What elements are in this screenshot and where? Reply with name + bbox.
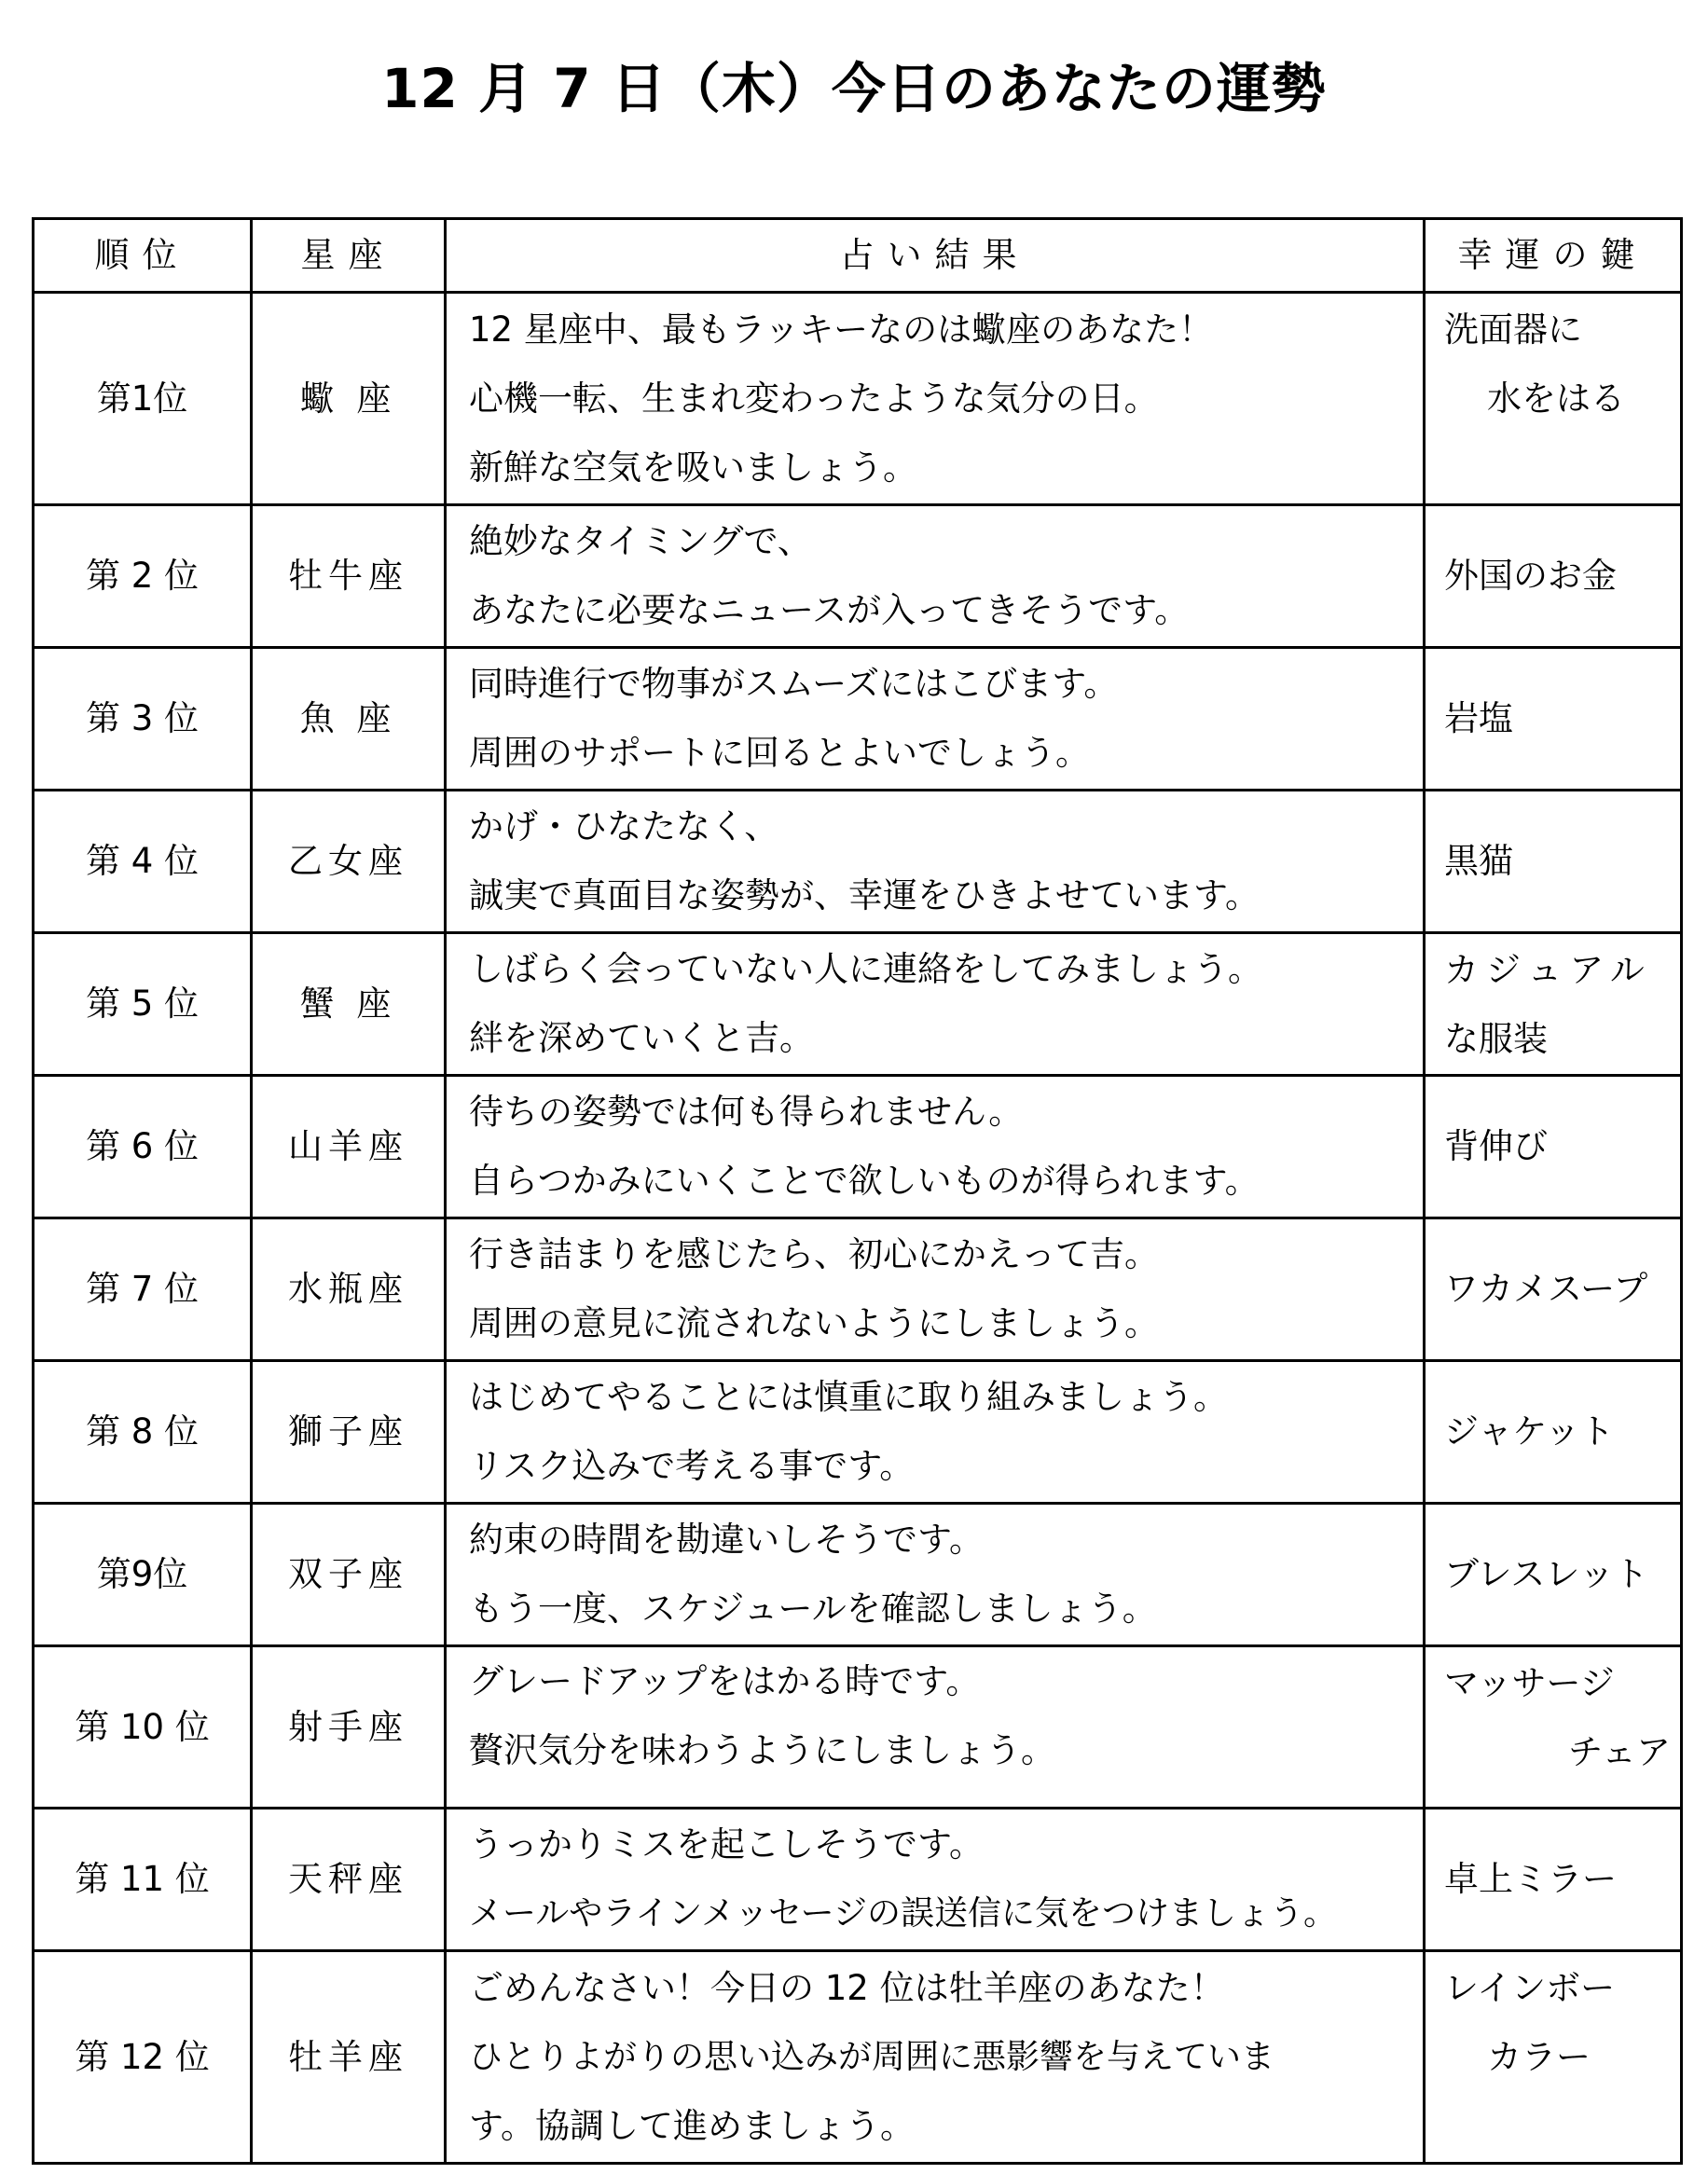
result-cell (446, 1951, 1425, 2164)
result-line: 贅沢気分を味わうようにしましょう。 (469, 1730, 1055, 1770)
sign-cell: 天秤座 (252, 1809, 446, 1951)
table-row (34, 1218, 1682, 1361)
lucky-key-line: 卓上ミラー (1444, 1859, 1617, 1899)
lucky-key-cell (1425, 1076, 1682, 1218)
result-cell (446, 648, 1425, 791)
table-row (34, 933, 1682, 1076)
table-header-row (34, 219, 1682, 293)
result-cell (446, 933, 1425, 1076)
lucky-key-line: ワカメスープ (1444, 1269, 1648, 1309)
sign-cell: 蟹 座 (252, 933, 446, 1076)
rank-cell: 第 5 位 (34, 933, 252, 1076)
rank-cell: 第1位 (34, 293, 252, 505)
table-row (34, 1076, 1682, 1218)
result-line: うっかりミスを起こしそうです。 (469, 1824, 985, 1864)
result-cell (446, 1646, 1425, 1809)
sign-cell: 水瓶座 (252, 1218, 446, 1361)
lucky-key-cell (1425, 293, 1682, 505)
lucky-key-cell (1425, 1504, 1682, 1646)
rank-cell: 第 6 位 (34, 1076, 252, 1218)
lucky-key-cell (1425, 1218, 1682, 1361)
result-cell (446, 791, 1425, 933)
lucky-key-cell (1425, 1809, 1682, 1951)
rank-cell: 第 3 位 (34, 648, 252, 791)
result-cell (446, 1076, 1425, 1218)
lucky-key-line: カジュアル (1444, 950, 1652, 990)
table-row (34, 1809, 1682, 1951)
rank-cell: 第 10 位 (34, 1646, 252, 1809)
lucky-key-cell (1425, 648, 1682, 791)
result-line: 周囲のサポートに回るとよいでしょう。 (469, 733, 1090, 773)
result-line: 同時進行で物事がスムーズにはこびます。 (469, 664, 1119, 704)
header-rank: 順位 (34, 219, 252, 293)
lucky-key-cell (1425, 505, 1682, 648)
result-line: あなたに必要なニュースが入ってきそうです。 (469, 590, 1190, 630)
lucky-key-line: ブレスレット (1444, 1554, 1649, 1594)
page-title: 12 月 7 日（木）今日のあなたの運勢 (381, 57, 1327, 120)
lucky-key-line: 背伸び (1444, 1126, 1548, 1166)
result-line: ひとりよがりの思い込みが周囲に悪影響を与えていま (469, 2037, 1275, 2076)
lucky-key-line: レインボー (1444, 1968, 1616, 2008)
result-cell (446, 293, 1425, 505)
lucky-key-cell (1425, 791, 1682, 933)
result-line: 心機一転、生まれ変わったような気分の日。 (469, 378, 1159, 419)
sign-cell: 牡牛座 (252, 505, 446, 648)
sign-cell: 双子座 (252, 1504, 446, 1646)
fortune-table (32, 217, 1683, 2165)
sign-cell: 獅子座 (252, 1361, 446, 1504)
lucky-key-line: 黒猫 (1444, 841, 1513, 881)
result-cell (446, 505, 1425, 648)
result-line: す。協調して進めましょう。 (469, 2105, 916, 2146)
rank-cell: 第 7 位 (34, 1218, 252, 1361)
result-line: 絆を深めていくと吉。 (469, 1018, 814, 1058)
header-lucky-key: 幸運の鍵 (1425, 219, 1682, 293)
lucky-key-line: チェア (1568, 1732, 1671, 1772)
table-row (34, 505, 1682, 648)
lucky-key-cell (1425, 1646, 1682, 1809)
result-line: 誠実で真面目な姿勢が、幸運をひきよせています。 (469, 875, 1260, 915)
result-line: 12 星座中、最もラッキーなのは蠍座のあなた！ (469, 309, 1214, 350)
header-sign: 星座 (252, 219, 446, 293)
result-line: 約束の時間を勘違いしそうです。 (469, 1520, 985, 1560)
lucky-key-cell (1425, 1951, 1682, 2164)
table-row (34, 293, 1682, 505)
result-line: リスク込みで考える事です。 (469, 1446, 915, 1486)
result-line: メールやラインメッセージの誤送信に気をつけましょう。 (469, 1894, 1337, 1933)
result-cell (446, 1504, 1425, 1646)
result-cell (446, 1361, 1425, 1504)
result-line: 行き詰まりを感じたら、初心にかえって吉。 (469, 1234, 1159, 1274)
result-line: 周囲の意見に流されないようにしましょう。 (469, 1303, 1159, 1343)
lucky-key-line: 水をはる (1487, 378, 1625, 419)
sign-cell: 蠍 座 (252, 293, 446, 505)
rank-cell: 第 2 位 (34, 505, 252, 648)
result-line: もう一度、スケジュールを確認しましょう。 (469, 1589, 1157, 1629)
sign-cell: 牡羊座 (252, 1951, 446, 2164)
rank-cell: 第 8 位 (34, 1361, 252, 1504)
rank-cell: 第9位 (34, 1504, 252, 1646)
result-cell (446, 1218, 1425, 1361)
table-row (34, 791, 1682, 933)
table-row (34, 1361, 1682, 1504)
rank-cell: 第 12 位 (34, 1951, 252, 2164)
table-row (34, 1951, 1682, 2164)
result-line: 待ちの姿勢では何も得られません。 (469, 1092, 1024, 1132)
sign-cell: 射手座 (252, 1646, 446, 1809)
result-line: はじめてやることには慎重に取り組みましょう。 (469, 1377, 1228, 1417)
lucky-key-line: ジャケット (1444, 1411, 1615, 1452)
lucky-key-line: カラー (1487, 2037, 1591, 2077)
table-row (34, 1504, 1682, 1646)
lucky-key-line: マッサージ (1444, 1663, 1615, 1703)
lucky-key-line: 洗面器に (1444, 310, 1582, 350)
result-cell (446, 1809, 1425, 1951)
lucky-key-cell (1425, 1361, 1682, 1504)
table-row (34, 1646, 1682, 1809)
rank-cell: 第 11 位 (34, 1809, 252, 1951)
result-line: かげ・ひなたなく、 (469, 806, 779, 846)
result-line: 新鮮な空気を吸いましょう。 (469, 447, 917, 488)
result-line: 自らつかみにいくことで欲しいものが得られます。 (469, 1161, 1260, 1201)
rank-cell: 第 4 位 (34, 791, 252, 933)
result-line: グレードアップをはかる時です。 (469, 1661, 981, 1701)
header-result: 占い結果 (446, 219, 1425, 293)
table-row (34, 648, 1682, 791)
sign-cell: 乙女座 (252, 791, 446, 933)
lucky-key-line: 外国のお金 (1444, 556, 1617, 596)
sign-cell: 山羊座 (252, 1076, 446, 1218)
result-line: 絶妙なタイミングで、 (469, 521, 812, 561)
lucky-key-cell (1425, 933, 1682, 1076)
lucky-key-line: 岩塩 (1444, 698, 1513, 738)
sign-cell: 魚 座 (252, 648, 446, 791)
result-line: しばらく会っていない人に連絡をしてみましょう。 (469, 949, 1262, 989)
result-line: ごめんなさい！今日の 12 位は牡羊座のあなた！ (469, 1967, 1225, 2008)
lucky-key-line: な服装 (1444, 1019, 1548, 1059)
